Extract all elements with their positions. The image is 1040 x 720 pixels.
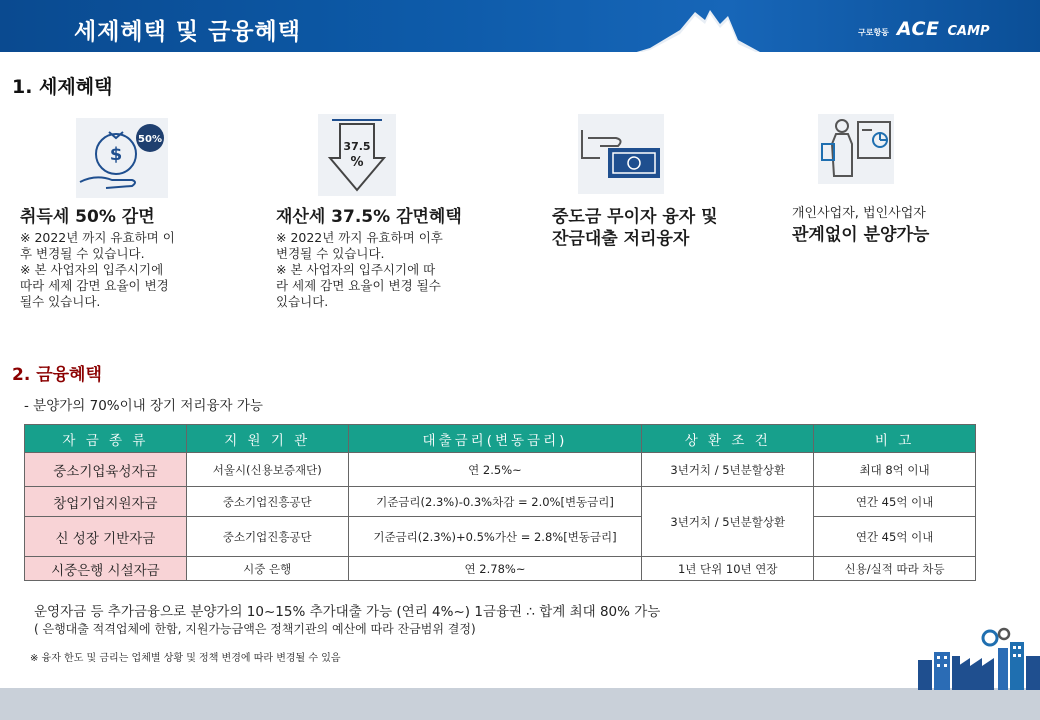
card2-title: 재산세 37.5% 감면혜택 [276, 207, 462, 227]
badge-37-5: 37.5 [343, 140, 371, 153]
cell-rate: 연 2.5%~ [348, 453, 642, 487]
city-factory-icon [918, 626, 1040, 690]
card1-line: ※ 2022년 까지 유효하며 이 [20, 230, 175, 245]
header-bar [0, 0, 1040, 52]
money-bag-icon [76, 118, 168, 198]
card2-line: ※ 본 사업자의 입주시기에 따 [276, 262, 436, 277]
cell-type: 중소기업육성자금 [25, 453, 187, 487]
card3-title [552, 206, 718, 250]
card1-line: 후 변경될 수 있습니다. [20, 246, 145, 261]
ace-camp-logo [858, 18, 990, 40]
badge-50: 50% [138, 134, 162, 145]
cell-note: 신용/실적 따라 차등 [814, 557, 976, 581]
cell-note: 연간 45억 이내 [814, 517, 976, 557]
card4-small: 개인사업자, 법인사업자 [792, 206, 926, 221]
card1-line: 따라 세제 감면 요율이 변경 [20, 278, 169, 293]
page-title: 세제혜택 및 금융혜택 [74, 19, 301, 45]
cell-agency: 시중 은행 [186, 557, 348, 581]
note-additional-loan: 운영자금 등 추가금융으로 분양가의 10~15% 추가대출 가능 (연리 4%~) 1금융권 ∴ 합계 최대 80% 가능 [34, 604, 661, 620]
hand-cash-icon [578, 114, 664, 194]
down-arrow-percent-icon [318, 114, 396, 196]
finance-table [24, 424, 976, 581]
card2-line: 있습니다. [276, 294, 329, 309]
cell-rate: 연 2.78%~ [348, 557, 642, 581]
card2-body [276, 230, 443, 310]
cell-note: 연간 45억 이내 [814, 487, 976, 517]
card4-title: 관계없이 분양가능 [792, 225, 930, 245]
cell-agency: 중소기업진흥공단 [186, 487, 348, 517]
col-header-note: 비 고 [814, 425, 976, 453]
logo-location: 구로항동 [858, 28, 889, 37]
businessman-chart-icon [818, 114, 894, 184]
cell-repay: 1년 단위 10년 연장 [642, 557, 814, 581]
card2-line: 변경될 수 있습니다. [276, 246, 385, 261]
card2-line: 라 세제 감면 요율이 변경 될수 [276, 278, 441, 293]
footer-bar [0, 688, 1040, 720]
section1-title: 1. 세제혜택 [12, 76, 113, 98]
table-header-row [25, 425, 976, 453]
cell-type: 창업기업지원자금 [25, 487, 187, 517]
card1-line: ※ 본 사업자의 입주시기에 [20, 262, 164, 277]
card2-line: ※ 2022년 까지 유효하며 이후 [276, 230, 443, 245]
svg-text:$: $ [109, 144, 123, 165]
logo-camp: CAMP [947, 24, 990, 39]
col-header-agency: 지 원 기 관 [186, 425, 348, 453]
logo-ace: ACE [896, 18, 940, 40]
card1-line: 될수 있습니다. [20, 294, 101, 309]
card1-title: 취득세 50% 감면 [20, 207, 155, 227]
note-bank-eligibility: ( 은행대출 적격업체에 한함, 지원가능금액은 정책기관의 예산에 따라 잔금범위 결정) [34, 622, 476, 636]
note-disclaimer: ※ 융자 한도 및 금리는 업체별 상황 및 정책 변경에 따라 변경될 수 있음 [30, 653, 341, 664]
cell-repay-merged: 3년거치 / 5년분할상환 [642, 487, 814, 557]
cell-agency: 서울시(신용보증재단) [186, 453, 348, 487]
cell-type: 시중은행 시설자금 [25, 557, 187, 581]
card1-body [20, 230, 175, 310]
cell-rate: 기준금리(2.3%)+0.5%가산 = 2.8%[변동금리] [348, 517, 642, 557]
section2-title: 2. 금융혜택 [12, 365, 102, 385]
col-header-rate: 대출금리(변동금리) [348, 425, 642, 453]
col-header-type: 자 금 종 류 [25, 425, 187, 453]
table-row [25, 487, 976, 517]
cell-rate: 기준금리(2.3%)-0.3%차감 = 2.0%[변동금리] [348, 487, 642, 517]
card3-title-line: 중도금 무이자 융자 및 [552, 207, 718, 227]
badge-percent: % [350, 155, 364, 170]
col-header-repay: 상 환 조 건 [642, 425, 814, 453]
table-row [25, 557, 976, 581]
card3-title-line: 잔금대출 저리융자 [552, 229, 690, 249]
table-row [25, 453, 976, 487]
table-row [25, 517, 976, 557]
cell-agency: 중소기업진흥공단 [186, 517, 348, 557]
cell-note: 최대 8억 이내 [814, 453, 976, 487]
section2-subtitle: - 분양가의 70%이내 장기 저리융자 가능 [24, 398, 263, 414]
cell-type: 신 성장 기반자금 [25, 517, 187, 557]
cell-repay: 3년거치 / 5년분할상환 [642, 453, 814, 487]
